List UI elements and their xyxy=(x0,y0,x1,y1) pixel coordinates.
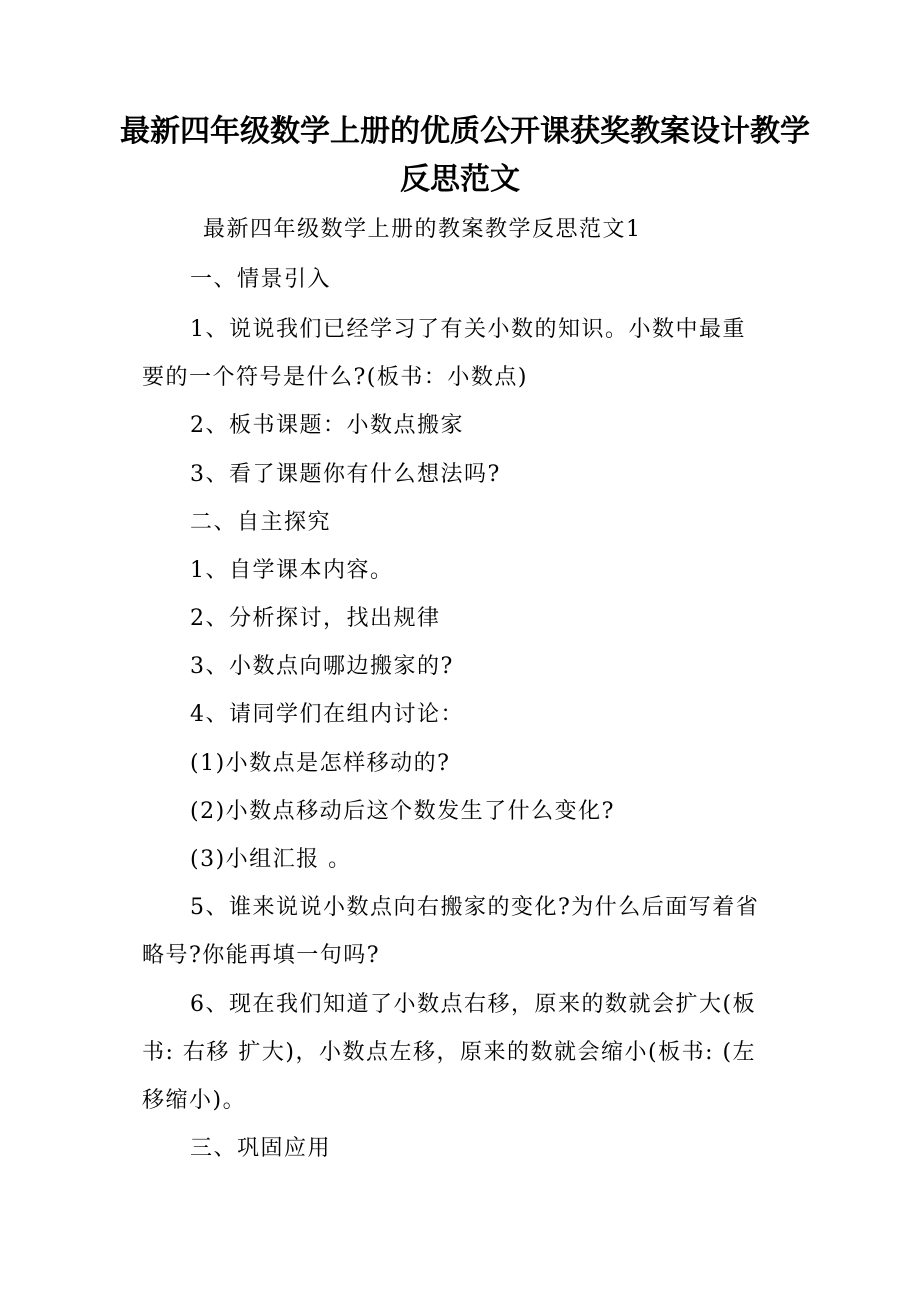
list-item-6-line-3: 移缩小)。 xyxy=(142,1088,247,1113)
document-title-line-2: 反思范文 xyxy=(400,162,520,197)
sub-item-3: (3)小组汇报 。 xyxy=(190,847,352,872)
paragraph-2: 2、板书课题：小数点搬家 xyxy=(190,413,464,438)
sub-item-2: (2)小数点移动后这个数发生了什么变化? xyxy=(190,799,615,824)
list-item-2: 2、分析探讨，找出规律 xyxy=(190,606,441,631)
list-item-6-line-1: 6、现在我们知道了小数点右移，原来的数就会扩大(板 xyxy=(190,992,757,1017)
subtitle: 最新四年级数学上册的教案教学反思范文1 xyxy=(203,217,642,242)
sub-item-1: (1)小数点是怎样移动的? xyxy=(190,751,451,776)
paragraph-1-line-2: 要的一个符号是什么?(板书：小数点) xyxy=(142,365,528,390)
list-item-1: 1、自学课本内容。 xyxy=(190,558,394,583)
list-item-5-line-1: 5、谁来说说小数点向右搬家的变化?为什么后面写着省 xyxy=(190,895,760,920)
section-heading-3: 三、巩固应用 xyxy=(190,1136,332,1161)
paragraph-3: 3、看了课题你有什么想法吗? xyxy=(190,462,501,487)
list-item-3: 3、小数点向哪边搬家的? xyxy=(190,654,454,679)
list-item-6-line-2: 书: 右移 扩大)，小数点左移，原来的数就会缩小(板书: (左 xyxy=(142,1040,757,1065)
paragraph-1-line-1: 1、说说我们已经学习了有关小数的知识。小数中最重 xyxy=(190,317,746,342)
section-heading-1: 一、情景引入 xyxy=(190,267,332,292)
list-item-4: 4、请同学们在组内讨论： xyxy=(190,702,464,727)
section-heading-2: 二、自主探究 xyxy=(190,510,332,535)
list-item-5-line-2: 略号?你能再填一句吗? xyxy=(142,943,381,968)
document-title-line-1: 最新四年级数学上册的优质公开课获奖教案设计教学 xyxy=(120,114,810,149)
